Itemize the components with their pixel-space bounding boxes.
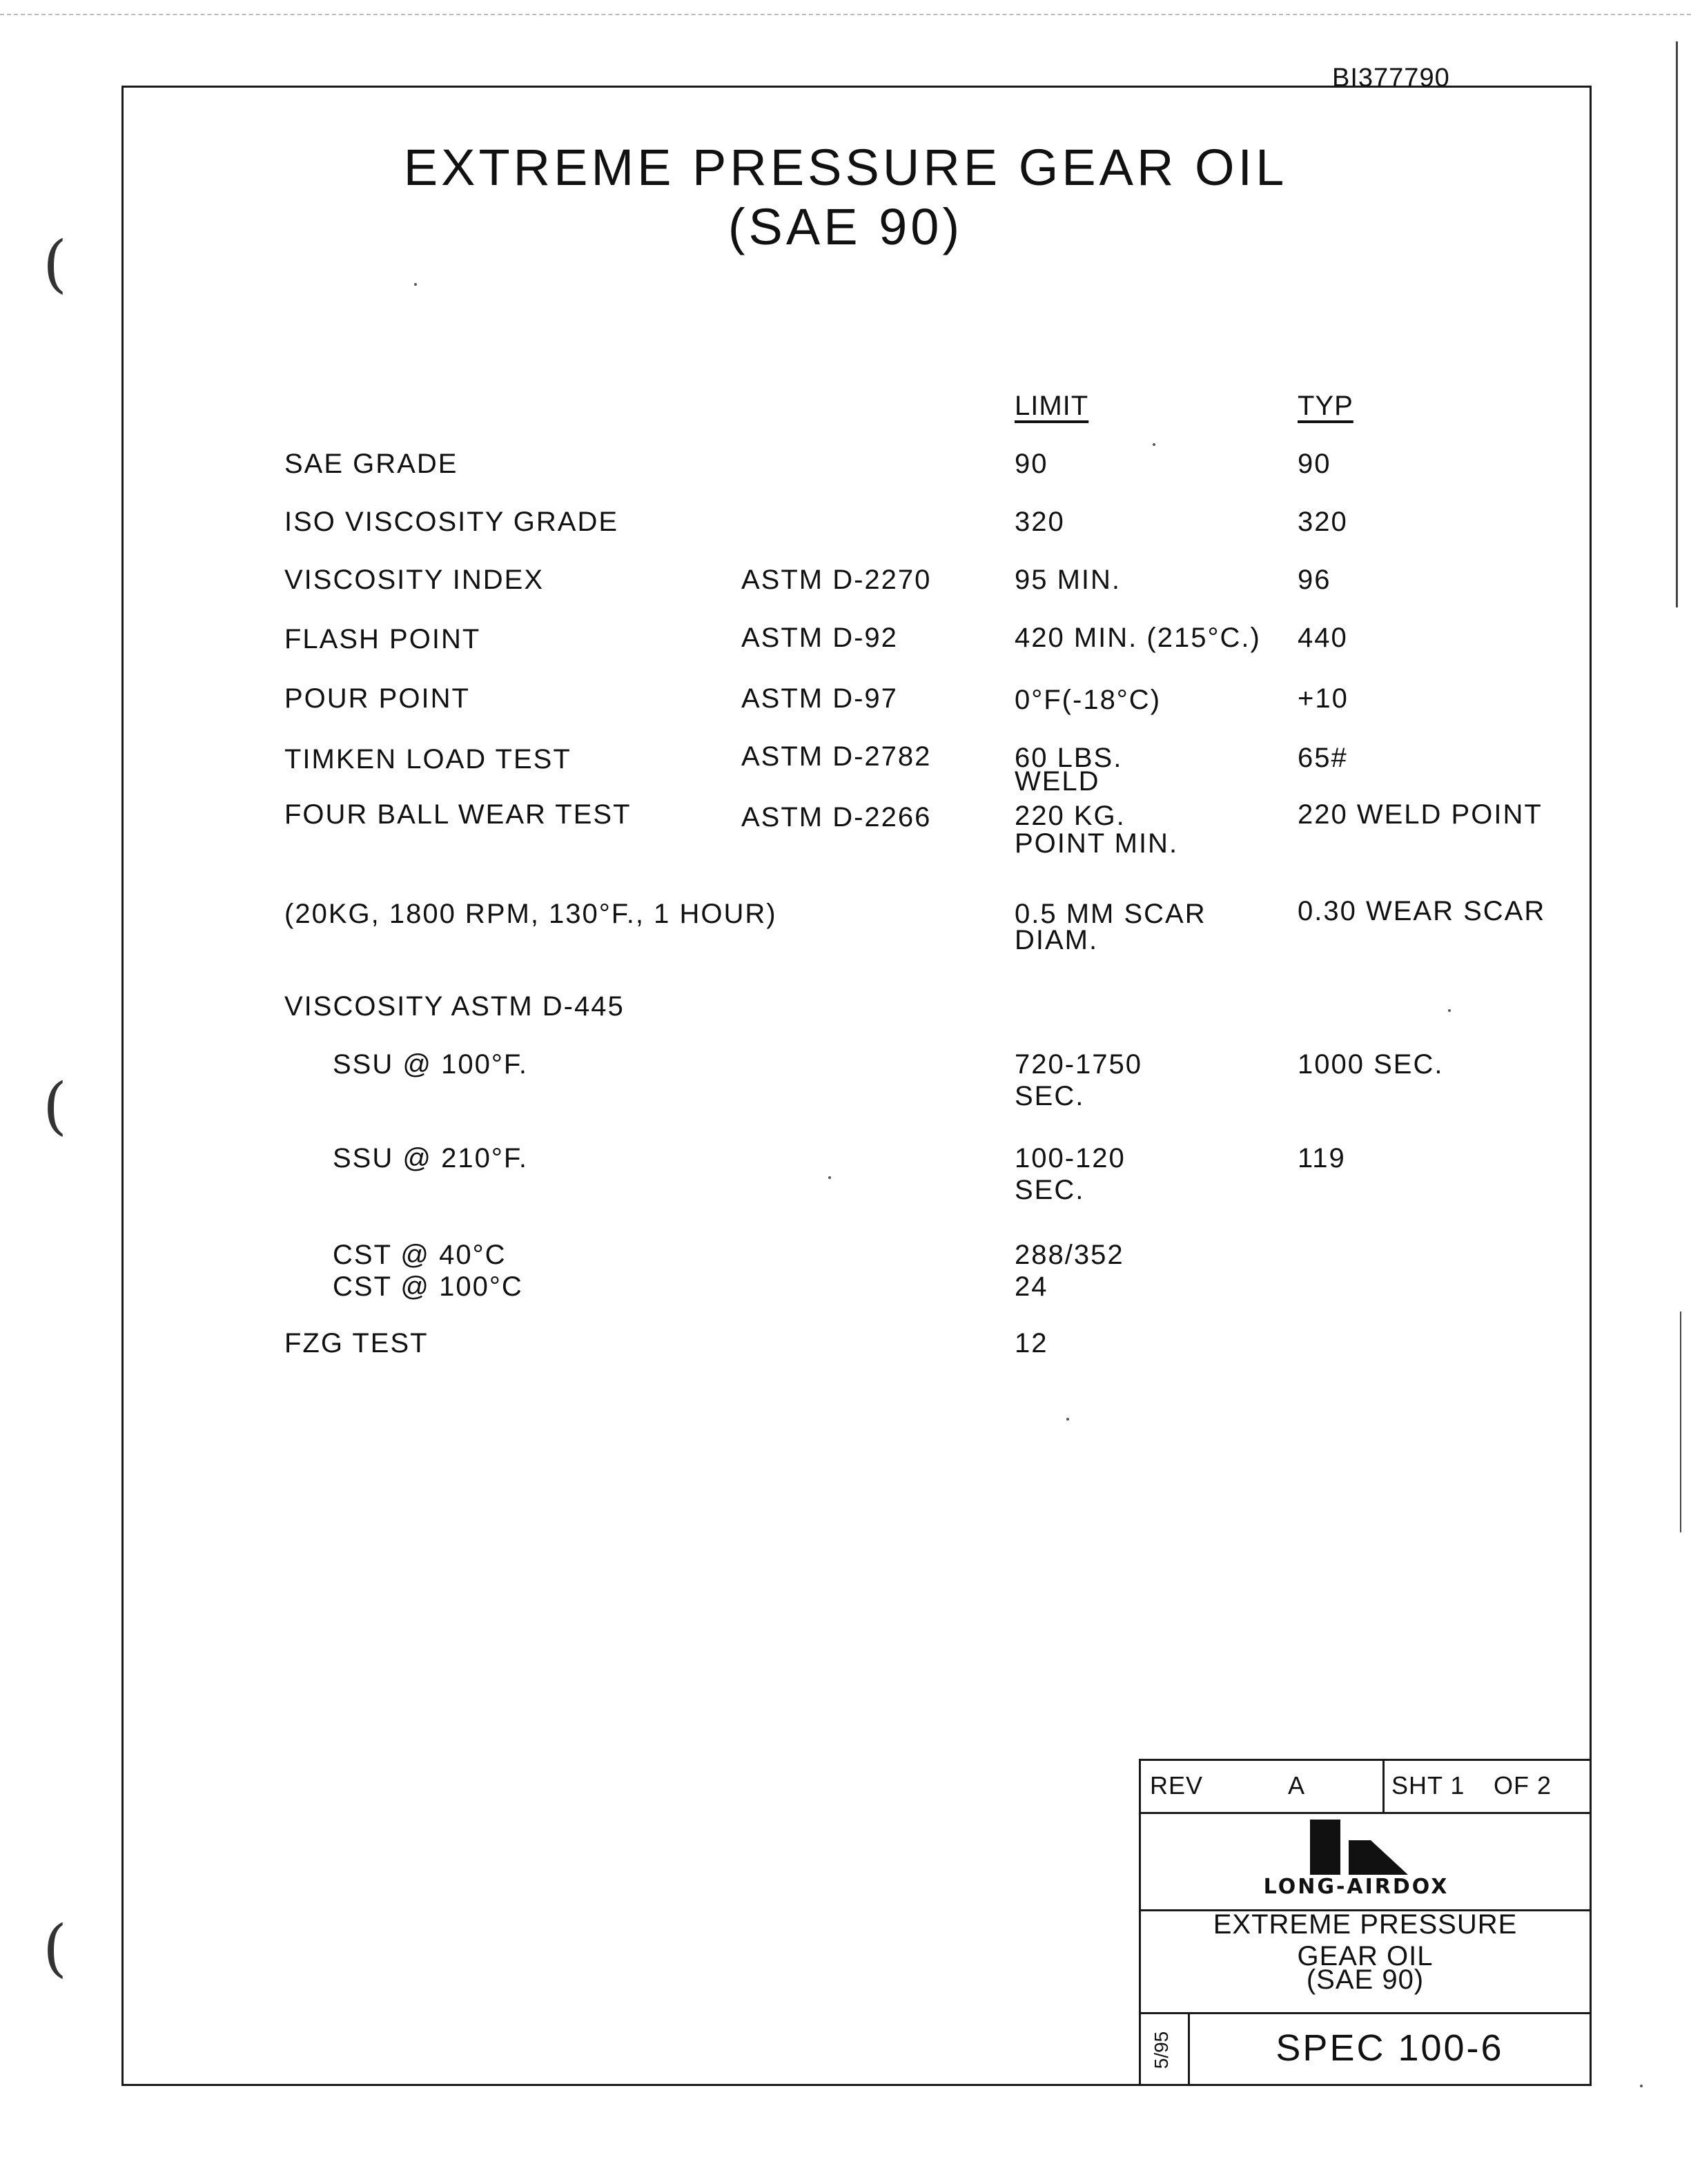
limit-value: 220 KG. xyxy=(1015,801,1126,831)
test-method: ASTM D-2266 xyxy=(741,802,932,832)
typ-value: 0.30 WEAR SCAR xyxy=(1298,896,1546,926)
property-label: CST @ 40°C xyxy=(333,1240,507,1270)
sheet-number: SHT 1 xyxy=(1391,1771,1465,1800)
limit-value: 12 xyxy=(1015,1328,1048,1358)
scan-artifact-line xyxy=(1676,41,1678,607)
long-airdox-logo-icon xyxy=(1304,1817,1415,1879)
typ-value: 220 WELD POINT xyxy=(1298,799,1543,830)
limit-value: 0°F(-18°C) xyxy=(1015,685,1162,715)
sheet-total: OF 2 xyxy=(1494,1771,1552,1800)
company-name: LONG-AIRDOX xyxy=(1263,1875,1449,1899)
revision-date: 5/95 xyxy=(1151,2031,1172,2069)
limit-value-line-2: WELD xyxy=(1015,766,1100,797)
property-label: ISO VISCOSITY GRADE xyxy=(284,507,619,537)
limit-value-line-2: POINT MIN. xyxy=(1015,828,1179,859)
document-id: BI377790 xyxy=(1332,64,1450,92)
page-title-line-1: EXTREME PRESSURE GEAR OIL xyxy=(403,139,1288,196)
limit-value: 90 xyxy=(1015,449,1048,479)
limit-value: 0.5 MM SCAR xyxy=(1015,899,1206,929)
limit-value: 60 LBS. xyxy=(1015,743,1123,773)
column-header-limit: LIMIT xyxy=(1015,391,1089,421)
rev-label: REV xyxy=(1150,1771,1204,1800)
limit-value-line-2: DIAM. xyxy=(1015,925,1099,955)
scan-artifact-line xyxy=(0,14,1691,15)
property-label: SSU @ 210°F. xyxy=(333,1143,528,1173)
limit-value: 420 MIN. (215°C.) xyxy=(1015,623,1261,653)
typ-value: 65# xyxy=(1298,743,1348,773)
limit-value: 24 xyxy=(1015,1271,1048,1302)
typ-value: 1000 SEC. xyxy=(1298,1049,1444,1080)
scan-speck xyxy=(1640,2085,1643,2087)
limit-value-line-2: SEC. xyxy=(1015,1081,1085,1111)
column-header-typ: TYP xyxy=(1298,391,1353,421)
property-label: FZG TEST xyxy=(284,1328,429,1358)
typ-value: 90 xyxy=(1298,449,1331,479)
property-label: FOUR BALL WEAR TEST xyxy=(284,799,632,830)
scan-artifact-line xyxy=(1680,1312,1681,1532)
limit-value-line-2: SEC. xyxy=(1015,1175,1085,1205)
title-block-desc-line-3: (SAE 90) xyxy=(1306,1964,1425,1995)
test-method: ASTM D-97 xyxy=(741,683,898,714)
title-block-desc-line-1: EXTREME PRESSURE xyxy=(1213,1909,1518,1940)
title-block-desc-line-2: GEAR OIL xyxy=(1297,1941,1434,1971)
property-label: SAE GRADE xyxy=(284,449,458,479)
spec-number: SPEC 100-6 xyxy=(1275,2027,1504,2069)
property-label: SSU @ 100°F. xyxy=(333,1049,528,1080)
limit-value: 100-120 xyxy=(1015,1143,1126,1173)
section-label: VISCOSITY ASTM D-445 xyxy=(284,991,625,1022)
punch-hole-mark: ( xyxy=(43,1070,68,1142)
page-title-line-2: (SAE 90) xyxy=(727,198,964,255)
punch-hole-mark: ( xyxy=(43,228,68,300)
typ-value: 96 xyxy=(1298,565,1331,595)
test-method: ASTM D-92 xyxy=(741,623,898,653)
typ-value: 440 xyxy=(1298,623,1348,653)
test-method: ASTM D-2270 xyxy=(741,565,932,595)
property-label: POUR POINT xyxy=(284,683,470,714)
rev-value: A xyxy=(1288,1771,1306,1800)
typ-value: +10 xyxy=(1298,683,1349,714)
property-label: FLASH POINT xyxy=(284,624,481,654)
punch-hole-mark: ( xyxy=(43,1912,68,1985)
property-label: TIMKEN LOAD TEST xyxy=(284,744,571,774)
test-method: ASTM D-2782 xyxy=(741,741,932,772)
typ-value: 320 xyxy=(1298,507,1348,537)
limit-value: 720-1750 xyxy=(1015,1049,1143,1080)
limit-value: 288/352 xyxy=(1015,1240,1124,1270)
typ-value: 119 xyxy=(1298,1143,1346,1173)
property-label: VISCOSITY INDEX xyxy=(284,565,545,595)
limit-value: 320 xyxy=(1015,507,1065,537)
property-label: CST @ 100°C xyxy=(333,1271,523,1302)
property-label: (20KG, 1800 RPM, 130°F., 1 HOUR) xyxy=(284,899,777,929)
limit-value: 95 MIN. xyxy=(1015,565,1122,595)
